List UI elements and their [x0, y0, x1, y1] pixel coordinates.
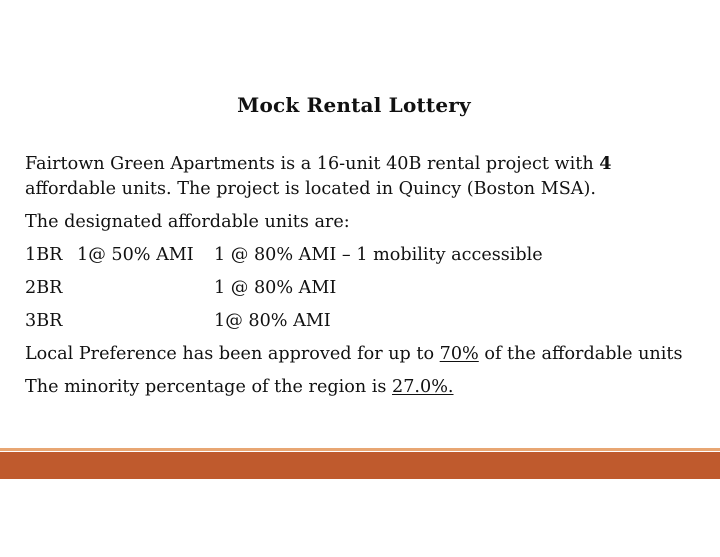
local-pref-value: 70% — [439, 344, 479, 364]
local-pref-text-before: Local Preference has been approved for up to — [25, 344, 440, 364]
accent-line — [0, 448, 720, 451]
intro-paragraph — [25, 151, 697, 202]
minority-paragraph — [25, 375, 697, 400]
slide-body — [25, 151, 697, 408]
unit-row-3br — [25, 309, 697, 334]
designated-label: The designated affordable units are: — [25, 212, 350, 232]
unit-allocation-80: 1 @ 80% AMI — [214, 278, 337, 298]
local-pref-text-after: of the affordable units — [478, 344, 683, 364]
unit-allocation-50: 1@ 50% AMI — [77, 245, 194, 265]
minority-value: 27.0%. — [392, 377, 454, 397]
affordable-count: 4 — [599, 153, 612, 174]
unit-type: 1BR — [25, 245, 63, 265]
slide-title: Mock Rental Lottery — [237, 93, 471, 117]
unit-allocation-80: 1@ 80% AMI — [214, 311, 331, 331]
intro-text-part2: affordable units. The project is located in Quincy (Boston MSA). — [25, 179, 596, 199]
unit-type: 2BR — [25, 278, 63, 298]
unit-allocation-80: 1 @ 80% AMI – 1 mobility accessible — [214, 245, 543, 265]
accent-bar — [0, 452, 720, 479]
unit-type: 3BR — [25, 311, 63, 331]
unit-row-2br — [25, 276, 697, 301]
local-preference-paragraph — [25, 342, 697, 367]
unit-row-1br — [25, 243, 697, 268]
minority-text-before: The minority percentage of the region is — [25, 377, 393, 397]
unit-allocation-50 — [77, 276, 214, 301]
unit-allocation-50 — [77, 309, 214, 334]
intro-text-part1: Fairtown Green Apartments is a 16-unit 40B rental project with — [25, 154, 600, 174]
